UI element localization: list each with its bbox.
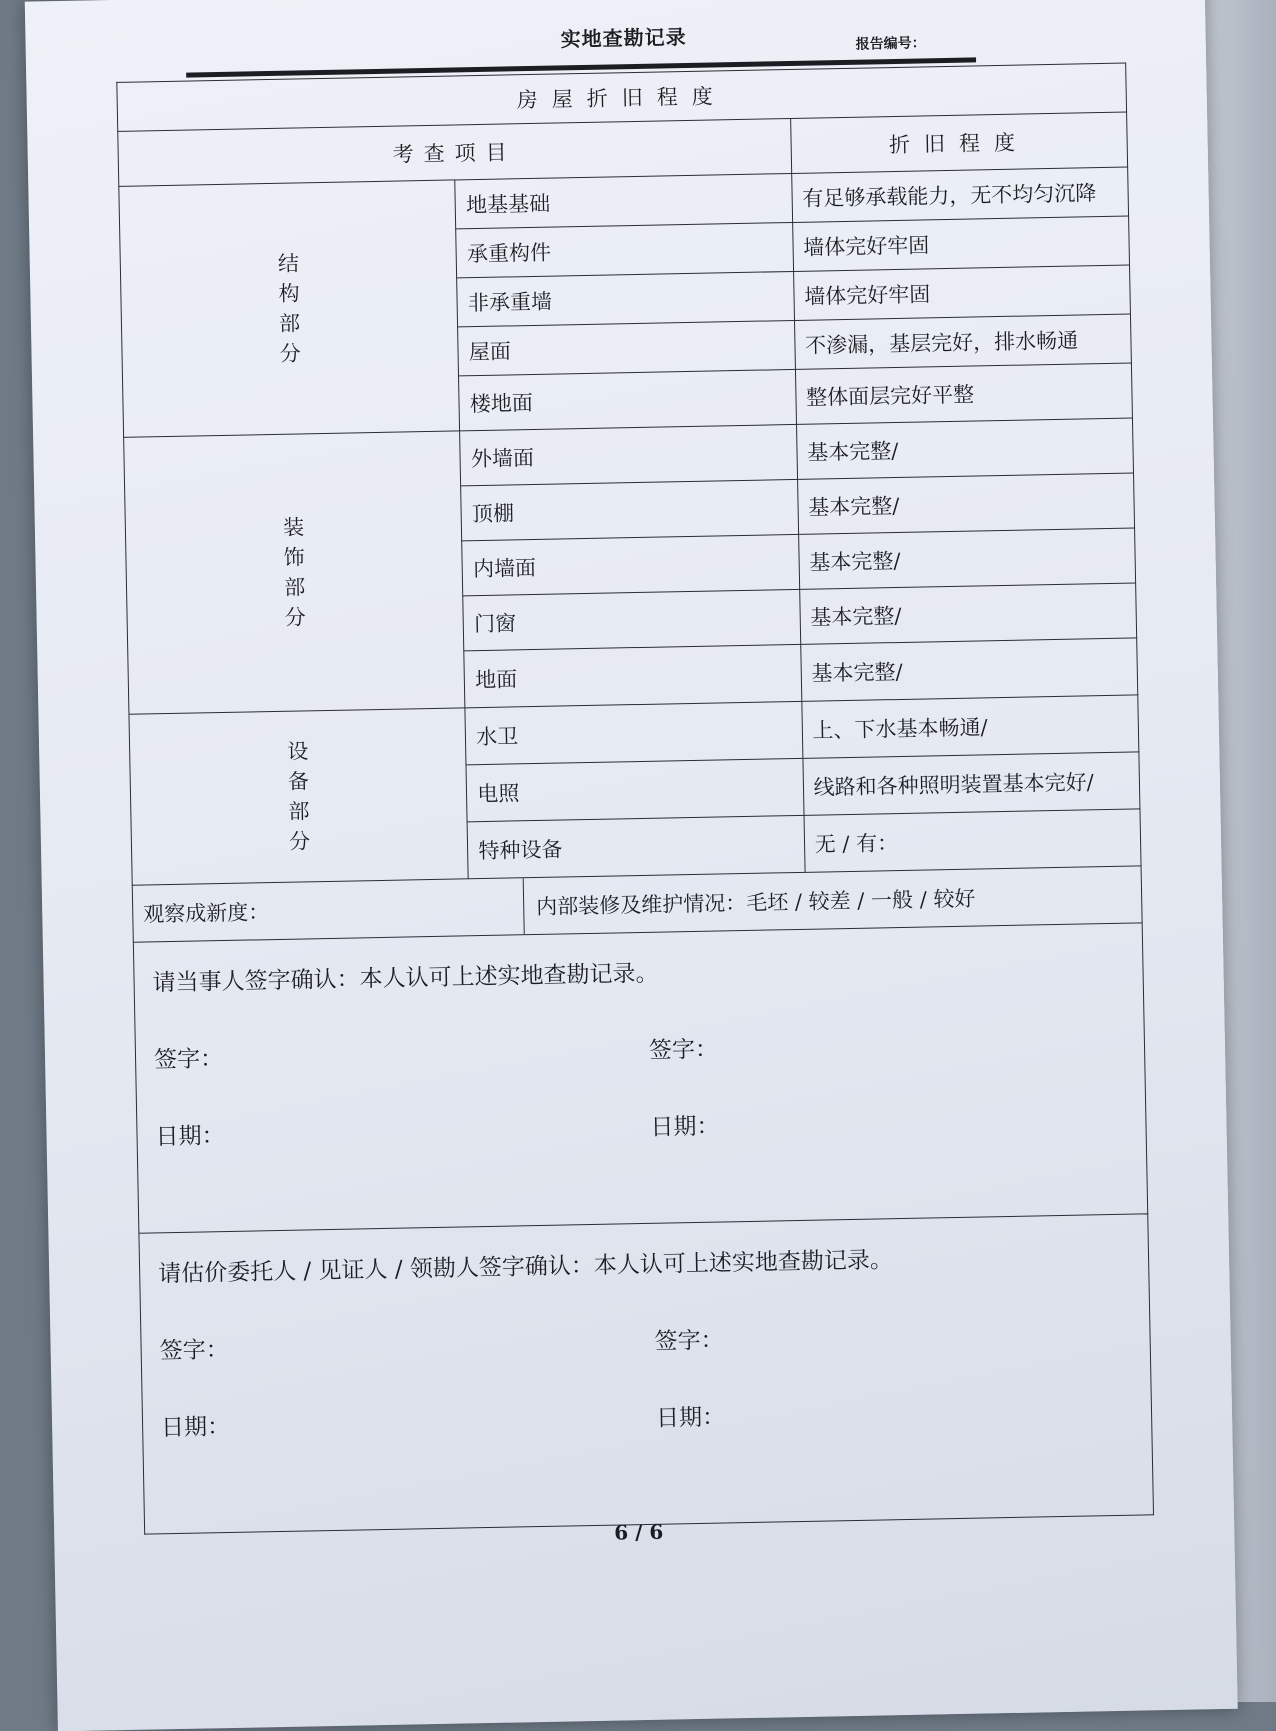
item-value: 基本完整/ [799,583,1136,644]
section-title: 房屋折旧程度 [117,63,1127,131]
item-value: 无 / 有： [804,809,1141,872]
client-signature-label-2: 签字： [654,1327,724,1355]
item-value: 整体面层完好平整 [795,363,1132,424]
client-date-label: 日期： [160,1413,231,1442]
document-title: 实地查勘记录 [560,24,687,52]
item-value: 上、下水基本畅通/ [801,695,1138,758]
item-label: 外墙面 [460,424,797,485]
item-value: 有足够承载能力，无不均匀沉降 [791,167,1128,222]
item-label: 水卫 [465,701,802,764]
interior-condition-label: 内部装修及维护情况：毛坯 / 较差 / 一般 / 较好 [535,886,976,920]
item-label: 电照 [466,758,803,821]
item-label: 非承重墙 [457,271,794,326]
item-value: 基本完整/ [800,638,1137,701]
item-label: 楼地面 [459,369,796,430]
item-value: 基本完整/ [796,418,1133,479]
column-header-item: 考查项目 [118,118,792,186]
item-value: 墙体完好牢固 [792,216,1129,271]
column-header-degree: 折旧程度 [790,112,1127,173]
report-number-label: 报告编号： [855,35,926,53]
party-signature-label: 签字： [153,1046,224,1074]
item-value: 不渗漏，基层完好，排水畅通 [794,314,1131,369]
document-page [25,0,1238,1731]
client-confirmation-block [139,1214,1154,1534]
party-confirmation-statement: 请当事人签字确认：本人认可上述实地查勘记录。 [152,960,659,997]
decoration-section-label: 装饰部分 [124,431,466,714]
client-date-label-2: 日期： [655,1404,726,1432]
party-date-label-2: 日期： [650,1113,720,1141]
item-label: 地面 [464,644,801,707]
party-date-label: 日期： [155,1123,225,1151]
item-label: 内墙面 [462,534,799,595]
equipment-section-label: 设备部分 [129,708,469,885]
item-label: 门窗 [463,589,800,650]
client-confirmation-statement: 请估价委托人 / 见证人 / 领勘人签字确认：本人认可上述实地查勘记录。 [157,1247,894,1288]
page-number: 6 / 6 [614,1519,664,1545]
item-label: 屋面 [458,320,795,375]
party-confirmation-block [133,923,1147,1233]
item-value: 基本完整/ [797,473,1134,534]
observed-newness-label: 观察成新度： [133,878,525,941]
item-label: 承重构件 [456,222,793,277]
item-label: 特种设备 [467,815,804,878]
item-label: 顶棚 [461,479,798,540]
party-signature-label-2: 签字： [648,1036,719,1064]
item-value: 线路和各种照明装置基本完好/ [803,752,1140,815]
structure-section-label: 结构部分 [119,180,460,437]
item-value: 墙体完好牢固 [793,265,1130,320]
survey-form-table [116,63,1154,1535]
item-label: 地基基础 [455,173,792,228]
client-signature-label: 签字： [159,1337,229,1365]
item-value: 基本完整/ [798,528,1135,589]
